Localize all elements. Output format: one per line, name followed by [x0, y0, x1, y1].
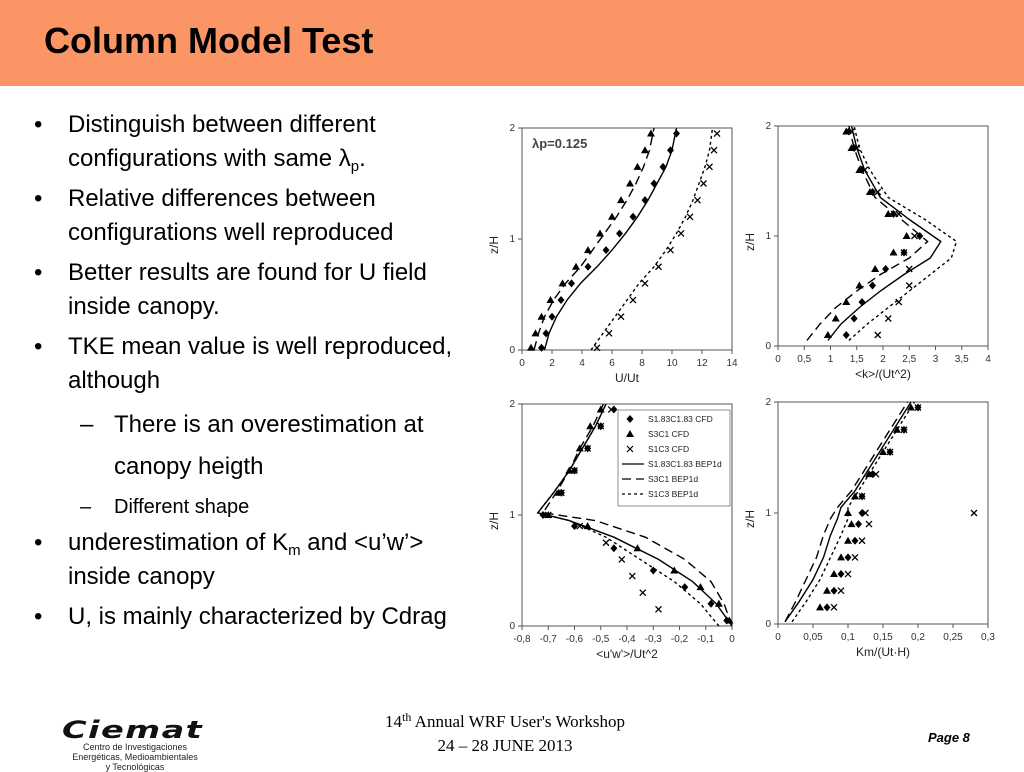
data-point-triangle	[848, 520, 856, 527]
data-point-triangle	[830, 570, 838, 577]
x-axis-label: <u'w'>/Ut^2	[596, 647, 658, 661]
data-point-triangle	[547, 296, 555, 303]
bullet-1-subscript: p	[350, 158, 360, 175]
sub-bullet-1-text: There is an overestimation at canopy heigth	[114, 411, 424, 480]
legend-entry: S1C3 BEP1d	[648, 489, 699, 499]
x-tick-label: 0	[519, 358, 525, 369]
data-point-diamond	[845, 553, 852, 561]
x-tick-label: 0	[775, 632, 781, 643]
data-point-x	[896, 299, 902, 305]
bullet-5-text-b: and <u’w’> inside canopy	[68, 529, 424, 590]
bullet-dot: •	[34, 111, 43, 138]
data-point-x	[656, 606, 662, 612]
series-line-series-5	[785, 402, 908, 622]
series-line-series-6	[792, 402, 915, 622]
workshop-number: 14	[385, 712, 403, 731]
data-point-diamond	[851, 315, 858, 323]
data-point-triangle	[823, 587, 831, 594]
title-bar	[0, 0, 1024, 86]
data-point-diamond	[855, 520, 862, 528]
data-point-diamond	[852, 537, 859, 545]
x-tick-label: 0,05	[803, 632, 823, 643]
bullet-3-text: Better results are found for U field inside canopy.	[68, 259, 427, 320]
data-point-x	[859, 538, 865, 544]
sub-bullet-dash: –	[80, 411, 94, 438]
data-point-x	[711, 147, 717, 153]
bullet-4	[34, 330, 464, 398]
data-point-diamond	[568, 279, 575, 287]
bullet-1	[34, 108, 464, 176]
data-point-triangle	[890, 249, 898, 256]
sub-bullet-2-text: Different shape	[114, 496, 250, 518]
x-tick-label: -0,3	[644, 634, 662, 645]
data-point-x	[642, 280, 648, 286]
legend-entry: S1.83C1.83 BEP1d	[648, 459, 722, 469]
x-tick-label: -0,5	[592, 634, 610, 645]
y-axis-label: z/H	[743, 233, 757, 251]
data-point-diamond	[585, 263, 592, 271]
bullet-6-text: U, is mainly characterized by Cdrag	[68, 603, 447, 630]
data-point-x	[852, 554, 858, 560]
y-tick-label: 1	[765, 508, 771, 519]
data-point-x	[866, 521, 872, 527]
x-tick-label: 2	[549, 358, 555, 369]
x-tick-label: 14	[726, 358, 738, 369]
y-tick-label: 2	[509, 123, 515, 134]
data-point-triangle	[586, 422, 594, 429]
series-line-series-6	[591, 128, 713, 350]
page-number: Page 8	[928, 730, 970, 745]
y-tick-label: 2	[765, 397, 771, 408]
data-point-x	[687, 214, 693, 220]
data-point-diamond	[603, 246, 610, 254]
x-tick-label: 2,5	[902, 354, 917, 365]
bullet-5-subscript: m	[288, 542, 301, 559]
data-point-x	[603, 540, 609, 546]
x-tick-label: 2	[880, 354, 886, 365]
y-axis-label: z/H	[743, 510, 757, 528]
data-point-diamond	[549, 313, 556, 321]
data-point-triangle	[572, 263, 580, 270]
data-point-x	[971, 510, 977, 516]
y-tick-label: 2	[765, 121, 771, 132]
data-point-x	[831, 604, 837, 610]
x-tick-label: 1	[827, 354, 834, 365]
x-tick-label: 0,1	[841, 632, 855, 643]
y-tick-label: 1	[509, 234, 515, 245]
x-tick-label: -0,7	[539, 634, 557, 645]
logo-subtitle-line-2: Energéticas, Medioambientales	[72, 752, 198, 762]
x-axis-label: Km/(Ut·H)	[856, 645, 910, 659]
chart-legend	[618, 410, 730, 506]
data-point-x	[906, 283, 912, 289]
series-line-series-4	[828, 126, 941, 341]
x-tick-label: -0,6	[565, 634, 584, 645]
x-tick-label: -0,8	[513, 634, 531, 645]
sub-bullet-2	[34, 492, 464, 522]
logo-subtitle-line-3: y Tecnológicas	[105, 762, 165, 772]
data-point-x	[629, 573, 635, 579]
data-point-triangle	[871, 265, 879, 272]
y-axis-label: z/H	[487, 236, 501, 254]
bullet-4-text: TKE mean value is well reproduced, although	[68, 333, 453, 394]
x-tick-label: 0,3	[981, 632, 995, 643]
y-tick-label: 0	[509, 345, 515, 356]
x-axis-label: U/Ut	[615, 371, 639, 385]
x-tick-label: 10	[666, 358, 678, 369]
plot-frame	[778, 126, 988, 346]
data-point-x	[630, 297, 636, 303]
bullet-2	[34, 182, 464, 250]
bullet-dot: •	[34, 333, 43, 360]
bullet-3	[34, 256, 464, 324]
data-point-x	[714, 131, 720, 137]
x-tick-label: -0,4	[618, 634, 636, 645]
data-point-triangle	[816, 603, 824, 610]
data-point-x	[606, 330, 612, 336]
x-tick-label: 0,25	[943, 632, 963, 643]
workshop-info	[330, 710, 680, 758]
workshop-dates: 24 – 28 JUNE 2013	[437, 736, 573, 755]
data-point-x	[885, 316, 891, 322]
x-tick-label: 0,15	[873, 632, 893, 643]
data-point-x	[619, 556, 625, 562]
data-point-x	[875, 332, 881, 338]
slide-title: Column Model Test	[44, 20, 374, 61]
data-point-diamond	[616, 229, 623, 237]
x-tick-label: 1,5	[849, 354, 864, 365]
data-point-triangle	[634, 163, 642, 170]
series-line-series-5	[807, 126, 928, 341]
data-point-diamond	[538, 344, 545, 352]
bullet-list	[34, 108, 464, 640]
chart-annotation: λp=0.125	[532, 136, 588, 151]
x-tick-label: -0,2	[670, 634, 689, 645]
ciemat-logo	[56, 716, 216, 772]
chart-panel-1	[487, 123, 738, 385]
data-point-diamond	[869, 282, 876, 290]
x-tick-label: -0,1	[697, 634, 715, 645]
x-tick-label: 0	[729, 634, 735, 645]
data-point-triangle	[832, 315, 840, 322]
data-point-x	[668, 247, 674, 253]
logo-subtitle-line-1: Centro de Investigaciones	[82, 742, 188, 752]
y-tick-label: 1	[765, 231, 771, 242]
data-point-x	[678, 230, 684, 236]
bullet-1-end: .	[359, 145, 366, 172]
x-tick-label: 0	[775, 354, 781, 365]
series-line-series-6	[849, 126, 957, 341]
data-point-triangle	[596, 229, 604, 236]
series-line-series-4	[545, 128, 677, 350]
data-point-diamond	[843, 331, 850, 339]
data-point-x	[838, 588, 844, 594]
bullet-dot: •	[34, 603, 43, 630]
data-point-diamond	[859, 509, 866, 517]
y-axis-label: z/H	[487, 512, 501, 530]
data-point-x	[845, 571, 851, 577]
profile-charts	[482, 106, 1002, 666]
y-tick-label: 2	[509, 399, 515, 410]
logo-wordmark: Ciemat	[62, 716, 204, 744]
data-point-triangle	[626, 180, 634, 187]
data-point-x	[695, 197, 701, 203]
bullet-6	[34, 600, 464, 634]
data-point-x	[618, 314, 624, 320]
x-axis-label: <k>/(Ut^2)	[855, 367, 911, 381]
y-tick-label: 0	[765, 341, 771, 352]
bullet-dot: •	[34, 259, 43, 286]
x-tick-label: 0,2	[911, 632, 925, 643]
data-point-diamond	[824, 603, 831, 611]
x-tick-label: 4	[985, 354, 991, 365]
x-tick-label: 3,5	[954, 354, 969, 365]
data-point-diamond	[650, 567, 657, 575]
y-tick-label: 0	[765, 619, 771, 630]
bullet-2-text: Relative differences between configurations well reproduced	[68, 185, 394, 246]
legend-entry: S3C1 BEP1d	[648, 474, 699, 484]
x-tick-label: 6	[609, 358, 615, 369]
data-point-diamond	[558, 296, 565, 304]
bullet-5	[34, 526, 464, 594]
data-point-x	[656, 264, 662, 270]
data-point-x	[701, 181, 707, 187]
y-tick-label: 0	[509, 621, 515, 632]
sub-bullet-dash: –	[80, 496, 92, 518]
legend-entry: S1C3 CFD	[648, 444, 690, 454]
data-point-triangle	[641, 146, 649, 153]
data-point-x	[640, 590, 646, 596]
bullet-dot: •	[34, 529, 43, 556]
legend-entry: S3C1 CFD	[648, 429, 690, 439]
chart-panel-2	[743, 121, 991, 381]
chart-panel-4	[743, 397, 995, 659]
plot-frame	[778, 402, 988, 624]
workshop-ordinal: th	[402, 710, 412, 724]
y-tick-label: 1	[509, 510, 515, 521]
x-tick-label: 3	[932, 354, 939, 365]
workshop-title: Annual WRF User's Workshop	[411, 712, 625, 731]
legend-entry: S1.83C1.83 CFD	[648, 414, 713, 424]
chart-panel-3	[487, 399, 735, 661]
bullet-dot: •	[34, 185, 43, 212]
workshop-name	[330, 710, 680, 734]
bullet-5-text-a: underestimation of K	[68, 529, 289, 556]
x-tick-label: 8	[639, 358, 645, 369]
data-point-diamond	[838, 570, 845, 578]
data-point-diamond	[831, 587, 838, 595]
bullet-1-text: Distinguish between different configurations with same λ	[68, 111, 376, 172]
data-point-x	[707, 164, 713, 170]
data-point-triangle	[844, 537, 852, 544]
x-tick-label: 12	[696, 358, 708, 369]
data-point-diamond	[610, 544, 617, 552]
data-point-triangle	[903, 232, 911, 239]
sub-bullet-1	[34, 404, 464, 488]
data-point-triangle	[617, 196, 625, 203]
x-tick-label: 4	[579, 358, 585, 369]
data-point-triangle	[837, 553, 845, 560]
x-tick-label: 0,5	[797, 354, 812, 365]
